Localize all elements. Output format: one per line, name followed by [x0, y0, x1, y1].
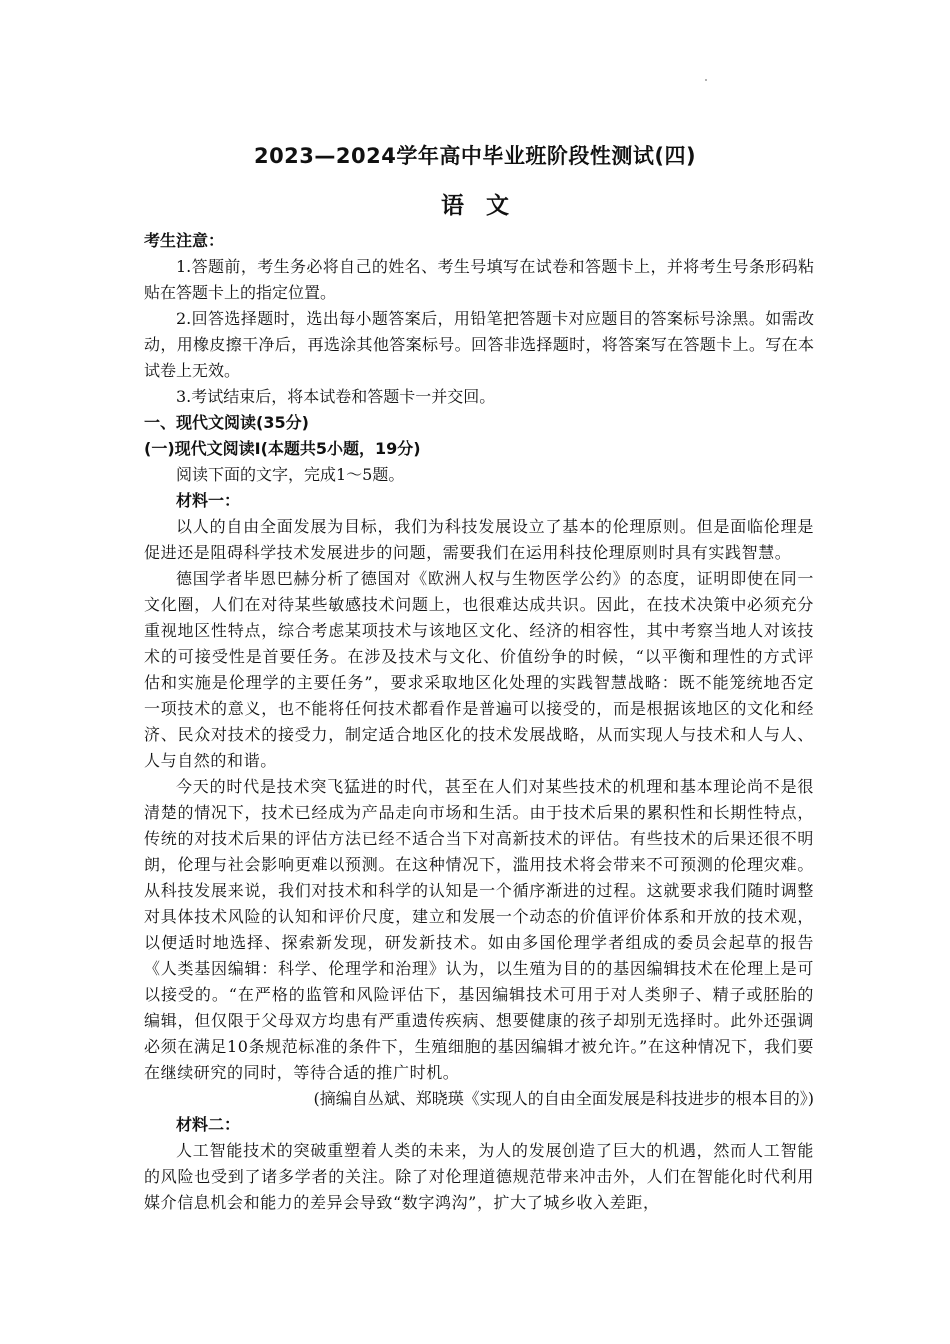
- exam-content: [144, 228, 814, 1216]
- page-speck: [705, 79, 707, 81]
- material-two-paragraph: 人工智能技术的突破重塑着人类的未来，为人的发展创造了巨大的机遇，然而人工智能的风险也受到了诸多学者的关注。除了对伦理道德规范带来冲击外，人们在智能化时代利用媒介信息机会和能力的差异会导致“数字鸿沟”，扩大了城乡收入差距，: [144, 1141, 814, 1212]
- exam-title: 2023—2024学年高中毕业班阶段性测试(四): [253, 144, 697, 168]
- material-one-heading: 材料一：: [176, 491, 241, 510]
- notice-item: 2.回答选择题时，选出每小题答案后，用铅笔把答题卡对应题目的答案标号涂黑。如需改动，用橡皮擦干净后，再选涂其他答案标号。回答非选择题时，将答案写在答题卡上。写在本试卷上无效。: [144, 309, 814, 380]
- material-one-source: (摘编自丛斌、郑晓瑛《实现人的自由全面发展是科技进步的根本目的》): [313, 1089, 814, 1108]
- material-two-heading: 材料二：: [176, 1115, 241, 1134]
- notice-heading: 考生注意：: [144, 231, 225, 250]
- notice-item: 1.答题前，考生务必将自己的姓名、考生号填写在试卷和答题卡上，并将考生号条形码粘贴在答题卡上的指定位置。: [144, 257, 814, 302]
- section-heading: 一、现代文阅读(35分): [144, 413, 309, 432]
- material-one-paragraph: 以人的自由全面发展为目标，我们为科技发展设立了基本的伦理原则。但是面临伦理是促进还是阻碍科学技术发展进步的问题，需要我们在运用科技伦理原则时具有实践智慧。: [144, 517, 814, 562]
- subject-title: 语文: [441, 193, 531, 219]
- material-one-paragraph: 今天的时代是技术突飞猛进的时代，甚至在人们对某些技术的机理和基本理论尚不是很清楚的情况下，技术已经成为产品走向市场和生活。由于技术后果的累积性和长期性特点，传统的对技术后果的评估方法已经不适合当下对高新技术的评估。有些技术的后果还很不明朗，伦理与社会影响更难以预测。在这种情况下，滥用技术将会带来不可预测的伦理灾难。从科技发展来说，我们对技术和科学的认知是一个循序渐进的过程。这就要求我们随时调整对具体技术风险的认知和评价尺度，建立和发展一个动态的价值评价体系和开放的技术观，以便适时地选择、探索新发现，研发新技术。如由多国伦理学者组成的委员会起草的报告《人类基因编辑：科学、伦理学和治理》认为，以生殖为目的的基因编辑技术在伦理上是可以接受的。“在严格的监管和风险评估下，基因编辑技术可用于对人类卵子、精子或胚胎的编辑，但仅限于父母双方均患有严重遗传疾病、想要健康的孩子却别无选择时。此外还强调必须在满足10条规范标准的条件下，生殖细胞的基因编辑才被允许。”在这种情况下，我们要在继续研究的同时，等待合适的推广时机。: [144, 777, 814, 1082]
- material-one-paragraph: 德国学者毕恩巴赫分析了德国对《欧洲人权与生物医学公约》的态度，证明即使在同一文化圈，人们在对待某些敏感技术问题上，也很难达成共识。因此，在技术决策中必须充分重视地区性特点，综合考虑某项技术与该地区文化、经济的相容性，其中考察当地人对该技术的可接受性是首要任务。在涉及技术与文化、价值纷争的时候，“以平衡和理性的方式评估和实施是伦理学的主要任务”，要求采取地区化处理的实践智慧战略：既不能笼统地否定一项技术的意义，也不能将任何技术都看作是普遍可以接受的，而是根据该地区的文化和经济、民众对技术的接受力，制定适合地区化的技术发展战略，从而实现人与技术和人与人、人与自然的和谐。: [144, 569, 814, 770]
- reading-instruction: 阅读下面的文字，完成1～5题。: [176, 465, 405, 484]
- subsection-heading: (一)现代文阅读Ⅰ(本题共5小题，19分): [144, 439, 421, 458]
- notice-item: 3.考试结束后，将本试卷和答题卡一并交回。: [176, 387, 496, 406]
